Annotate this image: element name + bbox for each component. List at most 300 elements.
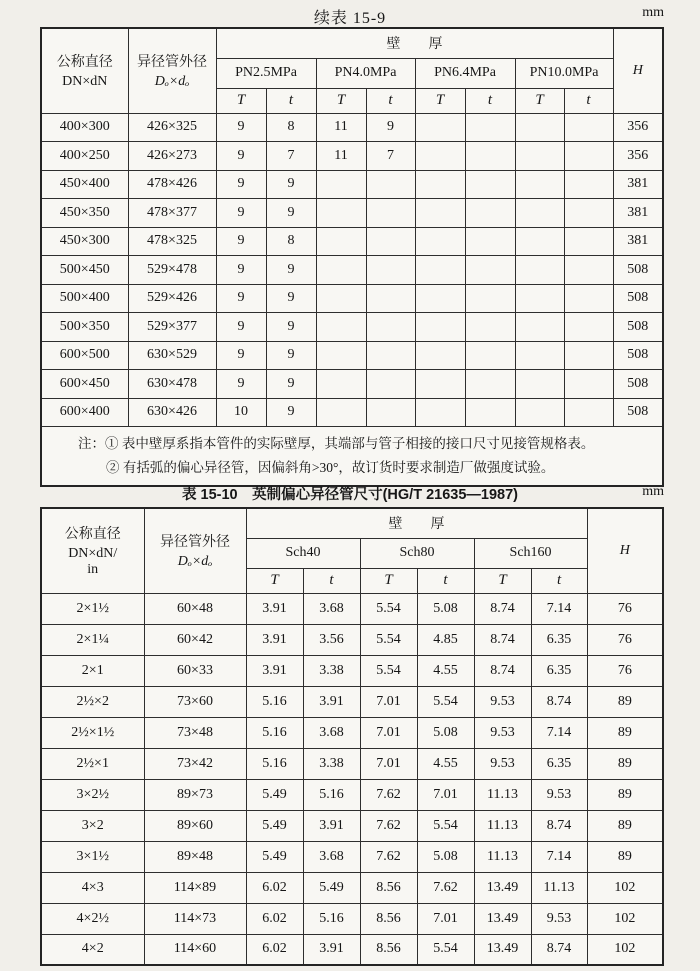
- table-cell: 2½×1½: [41, 717, 144, 748]
- table-cell: 76: [587, 593, 663, 624]
- table-cell: [515, 341, 564, 370]
- table-cell: 400×250: [41, 142, 128, 171]
- table-cell: [316, 227, 366, 256]
- table-cell: 600×400: [41, 398, 128, 427]
- table-cell: 5.16: [303, 779, 360, 810]
- table-cell: [415, 370, 465, 399]
- table-cell: [415, 113, 465, 142]
- col-header-h: H: [613, 28, 663, 113]
- table-cell: [465, 227, 515, 256]
- table-cell: [564, 341, 613, 370]
- table-cell: 426×325: [128, 113, 216, 142]
- table-cell: [564, 256, 613, 285]
- col-header-t: t: [564, 88, 613, 113]
- metric-reducer-table-body: [41, 113, 663, 427]
- col-header-t: t: [465, 88, 515, 113]
- table-cell: 7.01: [417, 779, 474, 810]
- table-cell: [366, 313, 415, 342]
- table-cell: 5.16: [246, 748, 303, 779]
- table-row: [41, 142, 663, 171]
- outer-diameter-label: 异径管外径: [160, 534, 230, 550]
- nominal-diameter-sublabel: DN×dN: [62, 73, 108, 89]
- table-cell: 13.49: [474, 903, 531, 934]
- col-header-pn40: PN4.0MPa: [316, 58, 415, 88]
- table-cell: [515, 370, 564, 399]
- table-cell: 356: [613, 113, 663, 142]
- table-cell: [415, 199, 465, 228]
- table-row: [41, 903, 663, 934]
- table-cell: [465, 398, 515, 427]
- table-row: [41, 810, 663, 841]
- col-header-nominal-diameter: [41, 508, 144, 593]
- table-notes: [41, 427, 663, 487]
- table-cell: 89×48: [144, 841, 246, 872]
- table-cell: 3.91: [246, 655, 303, 686]
- unit-label-table2: mm: [642, 484, 664, 499]
- table-cell: 7.01: [360, 717, 417, 748]
- col-header-T: T: [515, 88, 564, 113]
- table-cell: 2½×1: [41, 748, 144, 779]
- table-cell: 9: [216, 142, 266, 171]
- table-cell: 60×33: [144, 655, 246, 686]
- table-cell: 9: [266, 398, 316, 427]
- table-cell: 5.16: [246, 686, 303, 717]
- table-cell: 11.13: [531, 872, 587, 903]
- table-cell: 9: [216, 313, 266, 342]
- table-row: [41, 872, 663, 903]
- table-cell: [366, 256, 415, 285]
- table-cell: 4×3: [41, 872, 144, 903]
- col-header-T: T: [415, 88, 465, 113]
- table-cell: [316, 341, 366, 370]
- table-cell: 3.38: [303, 748, 360, 779]
- table-cell: 7.14: [531, 593, 587, 624]
- table-cell: [415, 284, 465, 313]
- table-cell: [316, 199, 366, 228]
- table-cell: 8.74: [474, 593, 531, 624]
- table-cell: 76: [587, 624, 663, 655]
- table-cell: 9: [216, 227, 266, 256]
- table-cell: 9: [216, 113, 266, 142]
- outer-diameter-sublabel: Dₒ×dₒ: [177, 553, 213, 569]
- table-cell: 9.53: [531, 903, 587, 934]
- table-cell: 9: [216, 256, 266, 285]
- table-cell: 3×2: [41, 810, 144, 841]
- table-cell: 400×300: [41, 113, 128, 142]
- table-cell: 3.91: [303, 810, 360, 841]
- table2-caption-row: [0, 483, 700, 503]
- table-cell: [465, 370, 515, 399]
- table-cell: 9: [216, 199, 266, 228]
- table-cell: [515, 227, 564, 256]
- table-cell: [316, 170, 366, 199]
- table-row: [41, 748, 663, 779]
- table-cell: [515, 256, 564, 285]
- col-header-sch40: Sch40: [246, 538, 360, 568]
- table-cell: 381: [613, 170, 663, 199]
- table-cell: 7.62: [417, 872, 474, 903]
- table-cell: 89: [587, 748, 663, 779]
- table-cell: 89: [587, 841, 663, 872]
- table-cell: [316, 370, 366, 399]
- table-cell: 89×73: [144, 779, 246, 810]
- table-cell: [366, 227, 415, 256]
- table-cell: [415, 398, 465, 427]
- table-cell: 356: [613, 142, 663, 171]
- col-header-T: T: [246, 568, 303, 593]
- table-row: [41, 199, 663, 228]
- col-header-t: t: [366, 88, 415, 113]
- table-cell: 9: [266, 199, 316, 228]
- table-cell: 4×2½: [41, 903, 144, 934]
- table-cell: 114×89: [144, 872, 246, 903]
- table-cell: [415, 227, 465, 256]
- table-cell: 7.62: [360, 810, 417, 841]
- table-cell: 8.56: [360, 903, 417, 934]
- table-cell: 9.53: [474, 717, 531, 748]
- table-cell: 3×2½: [41, 779, 144, 810]
- table-cell: 6.35: [531, 655, 587, 686]
- table-cell: 8.74: [531, 686, 587, 717]
- table-cell: [415, 256, 465, 285]
- table-cell: 2×1: [41, 655, 144, 686]
- table-cell: 11: [316, 142, 366, 171]
- table-cell: [366, 370, 415, 399]
- table-cell: 5.08: [417, 841, 474, 872]
- table-cell: 5.08: [417, 593, 474, 624]
- table-cell: [564, 170, 613, 199]
- table-cell: 2×1½: [41, 593, 144, 624]
- table-cell: 508: [613, 370, 663, 399]
- table-cell: 600×450: [41, 370, 128, 399]
- table-cell: 8: [266, 227, 316, 256]
- table-cell: 4.55: [417, 655, 474, 686]
- table-cell: 478×325: [128, 227, 216, 256]
- table-cell: 500×350: [41, 313, 128, 342]
- table-cell: 3.68: [303, 841, 360, 872]
- table-cell: 4.55: [417, 748, 474, 779]
- table-cell: 508: [613, 256, 663, 285]
- table-cell: 450×300: [41, 227, 128, 256]
- table-cell: 7.14: [531, 717, 587, 748]
- table-cell: 5.54: [417, 810, 474, 841]
- table-cell: 5.16: [246, 717, 303, 748]
- table-cell: 7: [266, 142, 316, 171]
- nominal-diameter-unit: in: [87, 561, 99, 577]
- table-row: [41, 398, 663, 427]
- table-cell: [564, 284, 613, 313]
- table-cell: 6.35: [531, 748, 587, 779]
- table-cell: [564, 370, 613, 399]
- table-row: [41, 779, 663, 810]
- table-cell: 478×426: [128, 170, 216, 199]
- table-cell: 5.54: [417, 686, 474, 717]
- table-cell: 5.49: [246, 841, 303, 872]
- table-cell: 114×73: [144, 903, 246, 934]
- table-cell: 3.68: [303, 593, 360, 624]
- table-row: [41, 655, 663, 686]
- table-cell: 6.02: [246, 903, 303, 934]
- table-cell: 5.49: [246, 779, 303, 810]
- table-cell: 11: [316, 113, 366, 142]
- table-cell: 5.49: [246, 810, 303, 841]
- nominal-diameter-label: 公称直径: [64, 526, 121, 542]
- table-row: [41, 934, 663, 965]
- table-cell: 8.74: [474, 624, 531, 655]
- table-cell: [564, 199, 613, 228]
- outer-diameter-label: 异径管外径: [137, 54, 207, 70]
- table-cell: 102: [587, 872, 663, 903]
- table-cell: 9: [266, 341, 316, 370]
- table-row: [41, 170, 663, 199]
- table-cell: 508: [613, 313, 663, 342]
- metric-reducer-table: [40, 27, 664, 487]
- table-cell: 8: [266, 113, 316, 142]
- table-cell: 529×377: [128, 313, 216, 342]
- table-cell: [465, 284, 515, 313]
- table-cell: 3.91: [246, 593, 303, 624]
- table-cell: 508: [613, 284, 663, 313]
- table-cell: 6.02: [246, 934, 303, 965]
- table-cell: 89: [587, 717, 663, 748]
- table-cell: [564, 142, 613, 171]
- nominal-diameter-label: 公称直径: [56, 54, 113, 70]
- table-cell: 7: [366, 142, 415, 171]
- table-cell: 630×478: [128, 370, 216, 399]
- table-cell: [316, 398, 366, 427]
- table-cell: [515, 284, 564, 313]
- col-header-outer-diameter: [144, 508, 246, 593]
- table-cell: [564, 227, 613, 256]
- note-1: 注：① 表中壁厚系指本管件的实际壁厚，其端部与管子相接的接口尺寸见接管规格表。: [78, 436, 595, 451]
- col-header-t: t: [531, 568, 587, 593]
- table-row: [41, 113, 663, 142]
- table-cell: 4×2: [41, 934, 144, 965]
- table-cell: 102: [587, 903, 663, 934]
- col-header-outer-diameter: [128, 28, 216, 113]
- table-cell: 3.91: [246, 624, 303, 655]
- table-cell: [564, 398, 613, 427]
- table-cell: 5.54: [360, 624, 417, 655]
- table-cell: 3.38: [303, 655, 360, 686]
- col-header-t: t: [303, 568, 360, 593]
- table-row: [41, 227, 663, 256]
- table-cell: 7.01: [360, 686, 417, 717]
- table-cell: 508: [613, 341, 663, 370]
- table-cell: [465, 113, 515, 142]
- table-cell: 11.13: [474, 841, 531, 872]
- table-cell: [366, 398, 415, 427]
- table-row: [41, 717, 663, 748]
- table-cell: 8.56: [360, 872, 417, 903]
- table-cell: [515, 113, 564, 142]
- table-cell: 3.91: [303, 934, 360, 965]
- table-row: [41, 841, 663, 872]
- col-header-h: H: [587, 508, 663, 593]
- table-cell: 450×400: [41, 170, 128, 199]
- table-cell: [366, 284, 415, 313]
- nominal-diameter-sublabel: DN×dN/: [68, 545, 118, 561]
- table-cell: [465, 341, 515, 370]
- col-header-sch80: Sch80: [360, 538, 474, 568]
- table-row: [41, 313, 663, 342]
- table-cell: 3.56: [303, 624, 360, 655]
- table-cell: 381: [613, 199, 663, 228]
- table-cell: 2½×2: [41, 686, 144, 717]
- table-row: [41, 284, 663, 313]
- table-cell: 8.74: [531, 810, 587, 841]
- col-header-wall-thickness: 壁 厚: [216, 28, 613, 58]
- table-cell: 2×1¼: [41, 624, 144, 655]
- table-cell: 5.54: [360, 593, 417, 624]
- table-cell: 500×400: [41, 284, 128, 313]
- table-cell: [415, 313, 465, 342]
- table-cell: 3.68: [303, 717, 360, 748]
- table-cell: 9: [266, 170, 316, 199]
- table-cell: [415, 142, 465, 171]
- table-cell: [316, 284, 366, 313]
- table-cell: 60×48: [144, 593, 246, 624]
- table-cell: 89: [587, 810, 663, 841]
- col-header-sch160: Sch160: [474, 538, 587, 568]
- table-row: [41, 341, 663, 370]
- table-cell: 13.49: [474, 934, 531, 965]
- note-2: ② 有括弧的偏心异径管，因偏斜角>30°，故订货时要求制造厂做强度试验。: [106, 459, 555, 475]
- table-cell: [564, 113, 613, 142]
- table-cell: 73×60: [144, 686, 246, 717]
- table-cell: [515, 199, 564, 228]
- col-header-pn25: PN2.5MPa: [216, 58, 316, 88]
- table-cell: 76: [587, 655, 663, 686]
- table-cell: 7.01: [360, 748, 417, 779]
- table-cell: 7.14: [531, 841, 587, 872]
- table-cell: 426×273: [128, 142, 216, 171]
- table-cell: 60×42: [144, 624, 246, 655]
- col-header-T: T: [316, 88, 366, 113]
- table-cell: 7.62: [360, 841, 417, 872]
- table-cell: 10: [216, 398, 266, 427]
- table-cell: 5.54: [417, 934, 474, 965]
- table-row: [41, 624, 663, 655]
- col-header-T: T: [360, 568, 417, 593]
- table-cell: 9.53: [474, 686, 531, 717]
- table-cell: 478×377: [128, 199, 216, 228]
- col-header-nominal-diameter: [41, 28, 128, 113]
- table-cell: 500×450: [41, 256, 128, 285]
- table-cell: [415, 170, 465, 199]
- imperial-reducer-table: [40, 507, 664, 966]
- table-cell: 529×478: [128, 256, 216, 285]
- table-cell: 3×1½: [41, 841, 144, 872]
- table-row: [41, 593, 663, 624]
- table-cell: 73×48: [144, 717, 246, 748]
- table-cell: 5.16: [303, 903, 360, 934]
- table-cell: 4.85: [417, 624, 474, 655]
- table-cell: 9: [216, 170, 266, 199]
- imperial-reducer-table-body: [41, 593, 663, 965]
- table-cell: 381: [613, 227, 663, 256]
- table-cell: 13.49: [474, 872, 531, 903]
- col-header-T: T: [216, 88, 266, 113]
- table-cell: 89: [587, 779, 663, 810]
- table-row: [41, 686, 663, 717]
- table-cell: 73×42: [144, 748, 246, 779]
- table-cell: [415, 341, 465, 370]
- table-cell: [564, 313, 613, 342]
- table-cell: 11.13: [474, 779, 531, 810]
- table-cell: [465, 313, 515, 342]
- col-header-pn64: PN6.4MPa: [415, 58, 515, 88]
- col-header-T: T: [474, 568, 531, 593]
- table-cell: 9: [266, 370, 316, 399]
- table-cell: [366, 170, 415, 199]
- table-cell: 6.02: [246, 872, 303, 903]
- table-cell: [316, 313, 366, 342]
- table-cell: 11.13: [474, 810, 531, 841]
- col-header-t: t: [417, 568, 474, 593]
- table-cell: [366, 341, 415, 370]
- unit-label-top: mm: [642, 5, 664, 20]
- table-cell: 102: [587, 934, 663, 965]
- table-cell: 8.56: [360, 934, 417, 965]
- table-cell: 9: [266, 313, 316, 342]
- table-cell: [465, 199, 515, 228]
- table-cell: 9.53: [531, 779, 587, 810]
- table-cell: 5.08: [417, 717, 474, 748]
- table-cell: 8.74: [531, 934, 587, 965]
- table-cell: 5.54: [360, 655, 417, 686]
- continued-table-caption: 续表 15-9: [313, 10, 387, 27]
- table-cell: 600×500: [41, 341, 128, 370]
- table-cell: 9: [266, 284, 316, 313]
- col-header-wall-thickness: 壁 厚: [246, 508, 587, 538]
- table-cell: 8.74: [474, 655, 531, 686]
- table-cell: [515, 170, 564, 199]
- table-row: [41, 370, 663, 399]
- table-cell: 6.35: [531, 624, 587, 655]
- table2-caption: 表 15-10 英制偏心异径管尺寸(HG/T 21635—1987): [181, 487, 518, 503]
- table-cell: 508: [613, 398, 663, 427]
- table-row: [41, 256, 663, 285]
- table-cell: [366, 199, 415, 228]
- table-cell: [465, 256, 515, 285]
- table-cell: [515, 398, 564, 427]
- table-cell: 9: [216, 284, 266, 313]
- table-cell: 3.91: [303, 686, 360, 717]
- table-cell: [515, 142, 564, 171]
- outer-diameter-sublabel: Dₒ×dₒ: [154, 73, 190, 89]
- table-cell: 9: [216, 370, 266, 399]
- table-cell: 529×426: [128, 284, 216, 313]
- col-header-t: t: [266, 88, 316, 113]
- table-cell: [515, 313, 564, 342]
- table-cell: 7.01: [417, 903, 474, 934]
- table-cell: [316, 256, 366, 285]
- col-header-pn100: PN10.0MPa: [515, 58, 613, 88]
- table-cell: 450×350: [41, 199, 128, 228]
- table-cell: 9: [266, 256, 316, 285]
- table-cell: 9: [366, 113, 415, 142]
- table-cell: 5.49: [303, 872, 360, 903]
- table-cell: 9.53: [474, 748, 531, 779]
- table-cell: [465, 142, 515, 171]
- table-cell: 7.62: [360, 779, 417, 810]
- table-cell: 89×60: [144, 810, 246, 841]
- table-cell: 9: [216, 341, 266, 370]
- table-cell: 630×426: [128, 398, 216, 427]
- table-cell: [465, 170, 515, 199]
- table-cell: 630×529: [128, 341, 216, 370]
